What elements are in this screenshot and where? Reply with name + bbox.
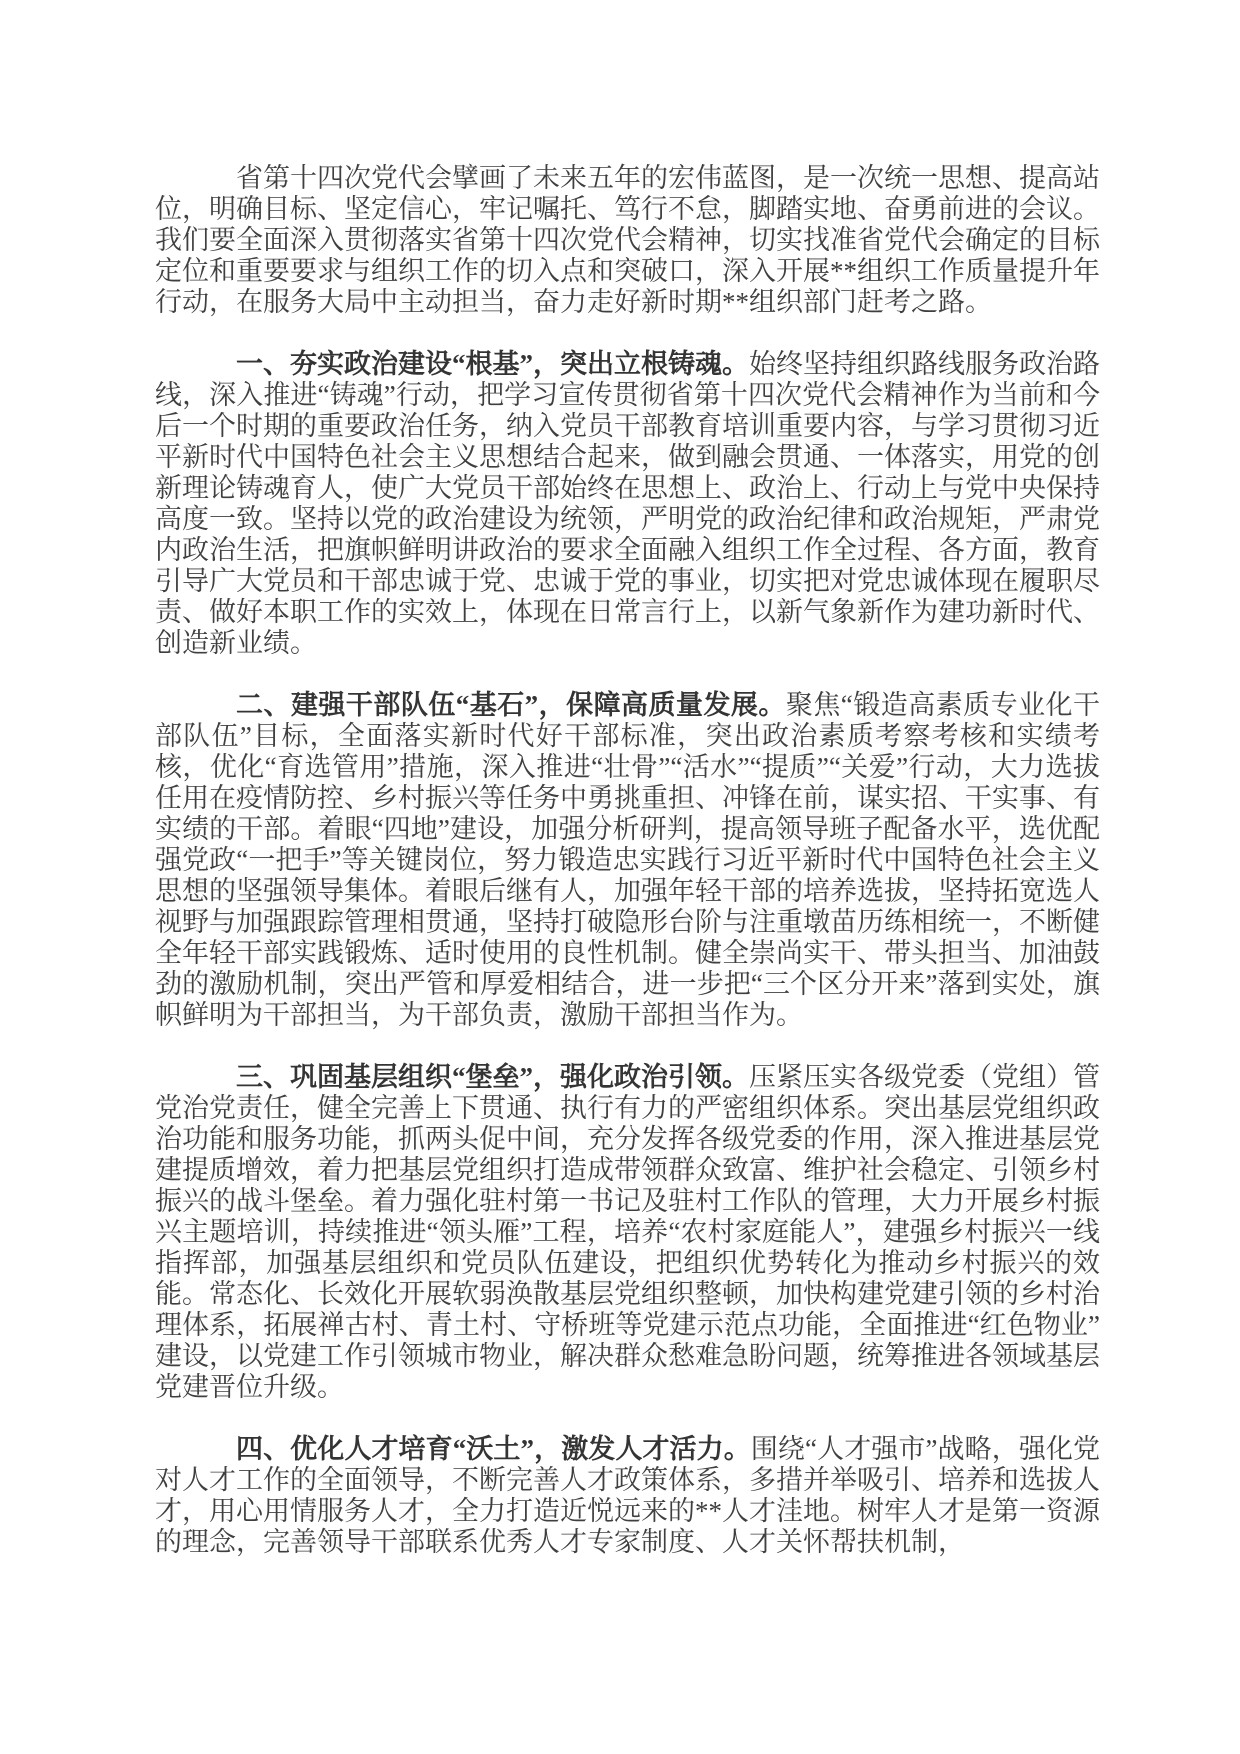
section-paragraph-4 xyxy=(155,1434,1100,1558)
section-paragraph-3 xyxy=(155,1062,1100,1403)
section-2-body: 聚焦“锻造高素质专业化干部队伍”目标，全面落实新时代好干部标准，突出政治素质考察考核和实绩考核，优化“育选管用”措施，深入推进“壮骨”“活水”“提质”“关爱”行动，大力选拔任用在疫情防控、乡村振兴等任务中勇挑重担、冲锋在前，谋实招、干实事、有实绩的干部。着眼“四地”建设，加强分析研判，提高领导班子配备水平，选优配强党政“一把手”等关键岗位，努力锻造忠实践行习近平新时代中国特色社会主义思想的坚强领导集体。着眼后继有人，加强年轻干部的培养选拔，坚持拓宽选人视野与加强跟踪管理相贯通，坚持打破隐形台阶与注重墩苗历练相统一，不断健全年轻干部实践锻炼、适时使用的良性机制。健全崇尚实干、带头担当、加油鼓劲的激励机制，突出严管和厚爱相结合，进一步把“三个区分开来”落到实处，旗帜鲜明为干部担当，为干部负责，激励干部担当作为。 xyxy=(155,690,1101,1030)
section-1-body: 始终坚持组织路线服务政治路线，深入推进“铸魂”行动，把学习宣传贯彻省第十四次党代会精神作为当前和今后一个时期的重要政治任务，纳入党员干部教育培训重要内容，与学习贯彻习近平新时代中国特色社会主义思想结合起来，做到融会贯通、一体落实，用党的创新理论铸魂育人，使广大党员干部始终在思想上、政治上、行动上与党中央保持高度一致。坚持以党的政治建设为统领，严明党的政治纪律和政治规矩，严肃党内政治生活，把旗帜鲜明讲政治的要求全面融入组织工作全过程、各方面，教育引导广大党员和干部忠诚于党、忠诚于党的事业，切实把对党忠诚体现在履职尽责、做好本职工作的实效上，体现在日常言行上，以新气象新作为建功新时代、创造新业绩。 xyxy=(155,349,1100,658)
intro-text: 省第十四次党代会擘画了未来五年的宏伟蓝图，是一次统一思想、提高站位，明确目标、坚定信心，牢记嘱托、笃行不怠，脚踏实地、奋勇前进的会议。我们要全面深入贯彻落实省第十四次党代会精神，切实找准省党代会确定的目标定位和重要要求与组织工作的切入点和突破口，深入开展**组织工作质量提升年行动，在服务大局中主动担当，奋力走好新时期**组织部门赶考之路。 xyxy=(155,163,1100,317)
section-4-body: 围绕“人才强市”战略，强化党对人才工作的全面领导，不断完善人才政策体系，多措并举吸引、培养和选拔人才，用心用情服务人才，全力打造近悦远来的**人才洼地。树牢人才是第一资源的理念，完善领导干部联系优秀人才专家制度、人才关怀帮扶机制， xyxy=(155,1434,1101,1557)
intro-paragraph xyxy=(155,163,1100,318)
section-paragraph-2 xyxy=(155,690,1100,1031)
section-3-body: 压紧压实各级党委（党组）管党治党责任，健全完善上下贯通、执行有力的严密组织体系。突出基层党组织政治功能和服务功能，抓两头促中间，充分发挥各级党委的作用，深入推进基层党建提质增效，着力把基层党组织打造成带领群众致富、维护社会稳定、引领乡村振兴的战斗堡垒。着力强化驻村第一书记及驻村工作队的管理，大力开展乡村振兴主题培训，持续推进“领头雁”工程，培养“农村家庭能人”，建强乡村振兴一线指挥部，加强基层组织和党员队伍建设，把组织优势转化为推动乡村振兴的效能。常态化、长效化开展软弱涣散基层党组织整顿，加快构建党建引领的乡村治理体系，拓展禅古村、青土村、守桥班等党建示范点功能，全面推进“红色物业”建设，以党建工作引领城市物业，解决群众愁难急盼问题，统筹推进各领域基层党建晋位升级。 xyxy=(155,1062,1100,1402)
document-text-block xyxy=(155,163,1100,1558)
section-2-heading: 二、建强干部队伍“基石”，保障高质量发展。 xyxy=(236,690,786,720)
section-3-heading: 三、巩固基层组织“堡垒”，强化政治引领。 xyxy=(236,1062,749,1092)
section-1-heading: 一、夯实政治建设“根基”，突出立根铸魂。 xyxy=(236,349,749,379)
section-4-heading: 四、优化人才培育“沃土”，激发人才活力。 xyxy=(236,1434,751,1464)
section-paragraph-1 xyxy=(155,349,1100,659)
